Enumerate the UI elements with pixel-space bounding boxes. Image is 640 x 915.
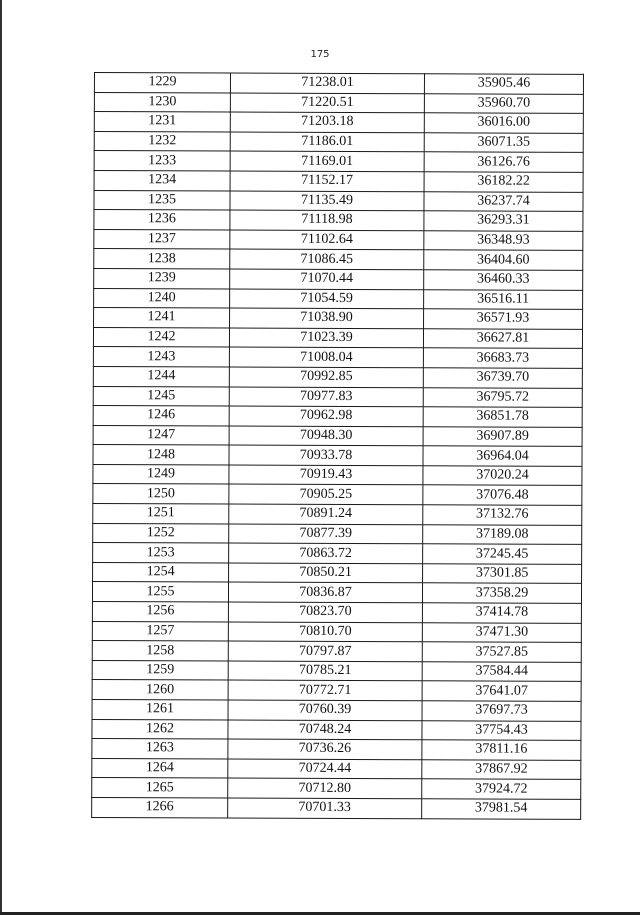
point-number-cell: 1253 [93,543,229,563]
point-number-cell: 1243 [93,347,229,367]
table-row [93,562,582,583]
table-row [93,445,582,466]
x-coordinate-cell: 70760.39 [228,700,422,720]
y-coordinate-cell: 36126.76 [424,152,583,172]
table-row [94,229,583,250]
x-coordinate-cell: 71203.18 [230,112,424,132]
table-row [93,347,582,368]
y-coordinate-cell: 37076.48 [423,485,582,505]
point-number-cell: 1261 [92,699,228,719]
y-coordinate-cell: 37245.45 [423,544,582,564]
table-row [92,797,581,818]
point-number-cell: 1249 [93,464,229,484]
y-coordinate-cell: 36964.04 [423,446,582,466]
y-coordinate-cell: 37414.78 [422,603,581,623]
x-coordinate-cell: 70905.25 [229,484,423,504]
table-row [92,602,581,623]
table-row [92,582,581,603]
point-number-cell: 1251 [93,504,229,524]
x-coordinate-cell: 71102.64 [230,230,424,250]
table-row [94,288,583,309]
point-number-cell: 1244 [93,366,229,386]
y-coordinate-cell: 37641.07 [422,681,581,701]
point-number-cell: 1262 [92,719,228,739]
x-coordinate-cell: 71152.17 [230,171,424,191]
scan-left-edge [0,0,2,915]
x-coordinate-cell: 70772.71 [228,680,422,700]
table-row [93,327,582,348]
x-coordinate-cell: 70836.87 [228,582,422,602]
point-number-cell: 1263 [92,739,228,759]
y-coordinate-cell: 37867.92 [422,760,581,780]
x-coordinate-cell: 70712.80 [228,778,422,798]
y-coordinate-cell: 36404.60 [424,250,583,270]
table-row [94,112,583,133]
y-coordinate-cell: 36795.72 [423,387,582,407]
y-coordinate-cell: 37697.73 [422,701,581,721]
x-coordinate-cell: 70736.26 [228,739,422,759]
x-coordinate-cell: 70810.70 [228,622,422,642]
table-row [94,73,583,94]
point-number-cell: 1234 [94,170,230,190]
y-coordinate-cell: 36683.73 [423,348,582,368]
y-coordinate-cell: 37584.44 [422,662,581,682]
x-coordinate-cell: 71135.49 [230,191,424,211]
y-coordinate-cell: 36627.81 [423,328,582,348]
x-coordinate-cell: 71186.01 [230,132,424,152]
x-coordinate-cell: 70797.87 [228,641,422,661]
x-coordinate-cell: 70877.39 [229,524,423,544]
point-number-cell: 1230 [94,92,230,112]
table-row [93,543,582,564]
point-number-cell: 1231 [94,112,230,132]
point-number-cell: 1242 [93,327,229,347]
x-coordinate-cell: 70919.43 [229,465,423,485]
table-row [92,739,581,760]
x-coordinate-cell: 70701.33 [228,798,422,818]
table-row [94,170,583,191]
y-coordinate-cell: 36851.78 [423,407,582,427]
x-coordinate-cell: 70891.24 [229,504,423,524]
x-coordinate-cell: 71008.04 [229,347,423,367]
y-coordinate-cell: 36907.89 [423,426,582,446]
table-row [93,484,582,505]
table-row [94,131,583,152]
point-number-cell: 1255 [92,582,228,602]
y-coordinate-cell: 36571.93 [424,309,583,329]
point-number-cell: 1248 [93,445,229,465]
point-number-cell: 1232 [94,131,230,151]
coordinate-table [91,72,584,819]
point-number-cell: 1235 [94,190,230,210]
table-row [94,249,583,270]
y-coordinate-cell: 37811.16 [422,740,581,760]
x-coordinate-cell: 70863.72 [229,543,423,563]
y-coordinate-cell: 36460.33 [424,270,583,290]
x-coordinate-cell: 71086.45 [230,249,424,269]
y-coordinate-cell: 35905.46 [424,74,583,94]
point-number-cell: 1265 [92,778,228,798]
table-row [92,778,581,799]
table-row [93,366,582,387]
x-coordinate-cell: 70823.70 [228,602,422,622]
table-row [92,680,581,701]
point-number-cell: 1237 [94,229,230,249]
x-coordinate-cell: 70785.21 [228,661,422,681]
x-coordinate-cell: 70933.78 [229,445,423,465]
y-coordinate-cell: 37471.30 [422,622,581,642]
table-row [93,504,582,525]
table-row [93,386,582,407]
table-body [92,73,584,819]
y-coordinate-cell: 36348.93 [424,231,583,251]
table-row [94,268,583,289]
y-coordinate-cell: 36016.00 [424,113,583,133]
point-number-cell: 1246 [93,406,229,426]
y-coordinate-cell: 37924.72 [422,779,581,799]
x-coordinate-cell: 71169.01 [230,151,424,171]
y-coordinate-cell: 37020.24 [423,466,582,486]
point-number-cell: 1252 [93,523,229,543]
x-coordinate-cell: 70850.21 [229,563,423,583]
y-coordinate-cell: 36237.74 [424,191,583,211]
x-coordinate-cell: 71220.51 [230,93,424,113]
y-coordinate-cell: 36739.70 [423,368,582,388]
point-number-cell: 1247 [93,425,229,445]
point-number-cell: 1264 [92,758,228,778]
point-number-cell: 1258 [92,641,228,661]
table-row [92,758,581,779]
x-coordinate-cell: 71238.01 [230,73,424,93]
point-number-cell: 1239 [94,268,230,288]
table-row [92,719,581,740]
point-number-cell: 1250 [93,484,229,504]
point-number-cell: 1256 [92,602,228,622]
y-coordinate-cell: 37189.08 [423,524,582,544]
point-number-cell: 1259 [92,660,228,680]
y-coordinate-cell: 37527.85 [422,642,581,662]
y-coordinate-cell: 37981.54 [422,799,581,819]
y-coordinate-cell: 37754.43 [422,720,581,740]
point-number-cell: 1245 [93,386,229,406]
table-row [94,210,583,231]
x-coordinate-cell: 70992.85 [229,367,423,387]
point-number-cell: 1266 [92,797,228,817]
point-number-cell: 1238 [94,249,230,269]
table-row [92,699,581,720]
point-number-cell: 1241 [94,308,230,328]
table-row [94,190,583,211]
x-coordinate-cell: 70948.30 [229,426,423,446]
y-coordinate-cell: 35960.70 [424,93,583,113]
point-number-cell: 1257 [92,621,228,641]
table-row [94,151,583,172]
table-row [92,660,581,681]
table-row [94,92,583,113]
point-number-cell: 1240 [94,288,230,308]
point-number-cell: 1260 [92,680,228,700]
point-number-cell: 1236 [94,210,230,230]
x-coordinate-cell: 71054.59 [230,289,424,309]
y-coordinate-cell: 36516.11 [424,289,583,309]
x-coordinate-cell: 71118.98 [230,210,424,230]
x-coordinate-cell: 70748.24 [228,720,422,740]
y-coordinate-cell: 37301.85 [423,564,582,584]
table-row [93,406,582,427]
x-coordinate-cell: 70724.44 [228,759,422,779]
table-row [92,621,581,642]
x-coordinate-cell: 70962.98 [229,406,423,426]
table-row [93,523,582,544]
x-coordinate-cell: 71038.90 [230,308,424,328]
y-coordinate-cell: 36182.22 [424,172,583,192]
table-container [91,72,583,819]
table-row [93,464,582,485]
page-number: 175 [310,49,330,60]
y-coordinate-cell: 36293.31 [424,211,583,231]
y-coordinate-cell: 37358.29 [422,583,581,603]
table-row [94,308,583,329]
point-number-cell: 1229 [94,73,230,93]
y-coordinate-cell: 36071.35 [424,133,583,153]
x-coordinate-cell: 70977.83 [229,387,423,407]
table-row [93,425,582,446]
point-number-cell: 1233 [94,151,230,171]
x-coordinate-cell: 71070.44 [230,269,424,289]
table-row [92,641,581,662]
y-coordinate-cell: 37132.76 [423,505,582,525]
x-coordinate-cell: 71023.39 [229,328,423,348]
point-number-cell: 1254 [93,562,229,582]
